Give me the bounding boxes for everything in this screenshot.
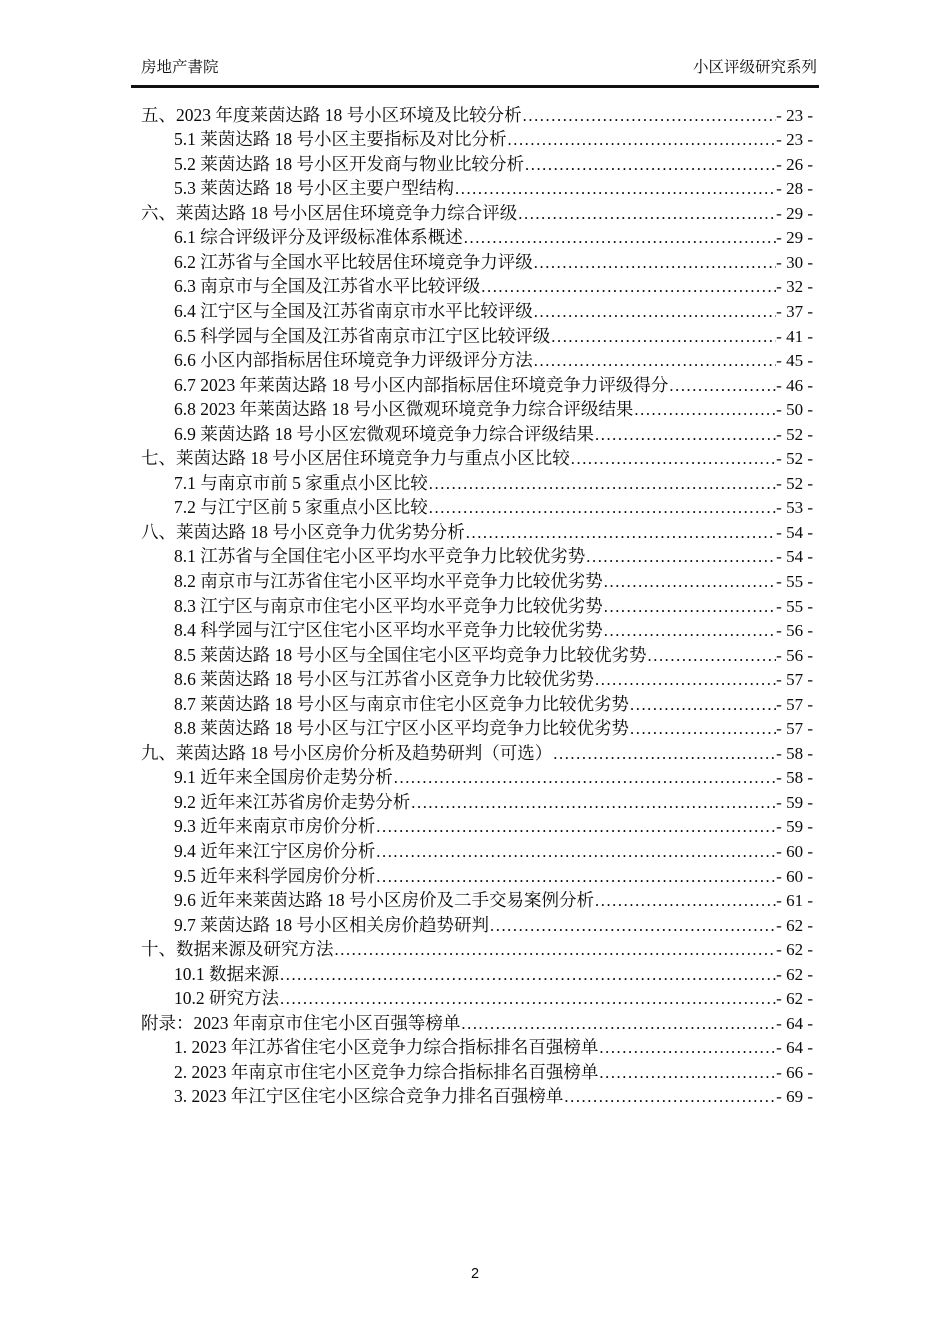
toc-entry-label: 六、莱茵达路 18 号小区居住环境竞争力综合评级 bbox=[141, 202, 518, 223]
toc-leader-dots bbox=[571, 449, 776, 469]
toc-leader-dots bbox=[481, 277, 776, 297]
toc-leader-dots bbox=[630, 695, 776, 715]
toc-entry[interactable] bbox=[141, 593, 813, 618]
toc-leader-dots bbox=[461, 1014, 776, 1034]
toc-page-number: - 55 - bbox=[776, 571, 813, 591]
toc-page-number: - 58 - bbox=[776, 768, 813, 788]
toc-entry[interactable] bbox=[141, 961, 813, 986]
toc-page-number: - 29 - bbox=[776, 228, 813, 248]
toc-entry[interactable] bbox=[141, 494, 813, 519]
toc-page-number: - 46 - bbox=[776, 375, 813, 395]
toc-entry[interactable] bbox=[141, 1010, 813, 1035]
toc-entry[interactable] bbox=[141, 347, 813, 372]
toc-page-number: - 56 - bbox=[776, 621, 813, 641]
toc-page-number: - 37 - bbox=[776, 301, 813, 321]
header-right-text: 小区评级研究系列 bbox=[692, 59, 817, 76]
toc-leader-dots bbox=[551, 327, 776, 347]
toc-leader-dots bbox=[523, 106, 777, 126]
toc-entry[interactable] bbox=[141, 102, 813, 127]
toc-entry[interactable] bbox=[141, 691, 813, 716]
toc-page-number: - 54 - bbox=[776, 522, 813, 542]
toc-page-number: - 60 - bbox=[776, 842, 813, 861]
toc-entry[interactable] bbox=[141, 421, 813, 446]
toc-entry[interactable] bbox=[141, 666, 813, 691]
toc-entry-label: 2. 2023 年南京市住宅小区竞争力综合指标排名百强榜单 bbox=[174, 1061, 599, 1082]
toc-page-number: - 23 - bbox=[776, 130, 813, 150]
footer-page-number: 2 bbox=[470, 1266, 480, 1282]
toc-entry[interactable] bbox=[141, 789, 813, 814]
toc-entry-label: 1. 2023 年江苏省住宅小区竞争力综合指标排名百强榜单 bbox=[174, 1037, 599, 1058]
toc-entry-label: 七、莱茵达路 18 号小区居住环境竞争力与重点小区比较 bbox=[141, 448, 570, 469]
toc-entry-label: 9.3 近年来南京市房价分析 bbox=[174, 816, 376, 837]
toc-leader-dots bbox=[466, 523, 776, 543]
toc-entry[interactable] bbox=[141, 764, 813, 789]
toc-page-number: - 50 - bbox=[776, 400, 813, 420]
toc-entry-label: 附录：2023 年南京市住宅小区百强等榜单 bbox=[141, 1012, 461, 1033]
toc-entry-label: 9.1 近年来全国房价走势分析 bbox=[174, 767, 393, 788]
toc-entry[interactable] bbox=[141, 519, 813, 544]
page-content bbox=[131, 0, 819, 1344]
toc-page-number: - 30 - bbox=[776, 252, 813, 272]
toc-entry-label: 6.3 南京市与全国及江苏省水平比较评级 bbox=[174, 276, 481, 297]
toc-entry[interactable] bbox=[141, 224, 813, 249]
toc-entry[interactable] bbox=[141, 863, 813, 888]
toc-entry[interactable] bbox=[141, 175, 813, 200]
toc-entry-label: 6.6 小区内部指标居住环境竞争力评级评分方法 bbox=[174, 350, 533, 371]
toc-entry[interactable] bbox=[141, 323, 813, 348]
toc-entry[interactable] bbox=[141, 151, 813, 176]
toc-leader-dots bbox=[490, 916, 776, 936]
toc-entry-label: 7.1 与南京市前 5 家重点小区比较 bbox=[174, 472, 428, 493]
toc-entry-label: 9.5 近年来科学园房价分析 bbox=[174, 865, 376, 886]
toc-page-number: - 62 - bbox=[776, 915, 813, 935]
toc-leader-dots bbox=[599, 1038, 776, 1058]
toc-entry-label: 9.4 近年来江宁区房价分析 bbox=[174, 841, 376, 861]
toc-entry-label: 10.1 数据来源 bbox=[174, 963, 279, 984]
toc-leader-dots bbox=[429, 474, 776, 494]
toc-entry-label: 9.2 近年来江苏省房价走势分析 bbox=[174, 791, 411, 812]
toc-list bbox=[131, 102, 819, 1108]
toc-entry-label: 八、莱茵达路 18 号小区竞争力优劣势分析 bbox=[141, 521, 465, 542]
toc-page-number: - 54 - bbox=[776, 547, 813, 567]
header-divider bbox=[131, 85, 819, 88]
toc-leader-dots bbox=[595, 891, 776, 911]
toc-entry-label: 5.1 莱茵达路 18 号小区主要指标及对比分析 bbox=[174, 129, 507, 150]
toc-entry-label: 9.6 近年来莱茵达路 18 号小区房价及二手交易案例分析 bbox=[174, 890, 594, 911]
toc-entry-label: 8.4 科学园与江宁区住宅小区平均水平竞争力比较优劣势 bbox=[174, 620, 603, 641]
toc-leader-dots bbox=[630, 719, 776, 739]
toc-entry-label: 6.8 2023 年莱茵达路 18 号小区微观环境竞争力综合评级结果 bbox=[174, 399, 634, 420]
toc-entry[interactable] bbox=[141, 470, 813, 495]
toc-leader-dots bbox=[518, 204, 776, 224]
toc-page-number: - 59 - bbox=[776, 817, 813, 837]
toc-page-number: - 64 - bbox=[776, 1038, 813, 1058]
toc-page-number: - 69 - bbox=[776, 1087, 813, 1107]
toc-page-number: - 66 - bbox=[776, 1062, 813, 1082]
toc-entry[interactable] bbox=[141, 396, 813, 421]
toc-entry-label: 8.5 莱茵达路 18 号小区与全国住宅小区平均竞争力比较优劣势 bbox=[174, 644, 647, 665]
toc-page-number: - 41 - bbox=[776, 326, 813, 346]
toc-entry-label: 7.2 与江宁区前 5 家重点小区比较 bbox=[174, 497, 428, 518]
toc-entry-label: 8.1 江苏省与全国住宅小区平均水平竞争力比较优劣势 bbox=[174, 546, 586, 567]
toc-leader-dots bbox=[335, 940, 777, 960]
toc-entry-label: 九、莱茵达路 18 号小区房价分析及趋势研判（可选） bbox=[141, 742, 553, 763]
page-footer bbox=[0, 1266, 950, 1282]
toc-page-number: - 53 - bbox=[776, 498, 813, 518]
toc-leader-dots bbox=[376, 867, 776, 887]
toc-entry[interactable] bbox=[141, 298, 813, 323]
toc-entry-label: 十、数据来源及研究方法 bbox=[141, 939, 334, 960]
toc-entry[interactable] bbox=[141, 813, 813, 838]
toc-leader-dots bbox=[534, 351, 776, 371]
toc-entry[interactable] bbox=[141, 936, 813, 961]
toc-entry[interactable] bbox=[141, 126, 813, 151]
toc-leader-dots bbox=[564, 1087, 776, 1107]
toc-page-number: - 62 - bbox=[776, 940, 813, 960]
toc-entry-label: 5.2 莱茵达路 18 号小区开发商与物业比较分析 bbox=[174, 153, 524, 174]
toc-leader-dots bbox=[669, 376, 776, 396]
toc-entry-label: 8.6 莱茵达路 18 号小区与江苏省小区竞争力比较优劣势 bbox=[174, 669, 594, 690]
toc-leader-dots bbox=[534, 253, 776, 273]
toc-entry[interactable] bbox=[141, 617, 813, 642]
toc-leader-dots bbox=[534, 302, 776, 322]
toc-entry[interactable] bbox=[141, 912, 813, 937]
toc-page-number: - 57 - bbox=[776, 694, 813, 714]
toc-leader-dots bbox=[553, 744, 776, 764]
toc-page-number: - 56 - bbox=[776, 645, 813, 665]
toc-entry[interactable] bbox=[141, 445, 813, 470]
toc-page-number: - 61 - bbox=[776, 891, 813, 911]
toc-page-number: - 60 - bbox=[776, 866, 813, 886]
toc-leader-dots bbox=[508, 130, 777, 150]
toc-entry-label: 8.2 南京市与江苏省住宅小区平均水平竞争力比较优劣势 bbox=[174, 570, 603, 591]
toc-leader-dots bbox=[429, 498, 776, 518]
toc-leader-dots bbox=[464, 228, 776, 248]
toc-leader-dots bbox=[394, 768, 776, 788]
toc-page-number: - 28 - bbox=[776, 179, 813, 199]
toc-entry[interactable] bbox=[141, 1059, 813, 1084]
toc-entry-label: 10.2 研究方法 bbox=[174, 988, 279, 1009]
toc-page-number: - 29 - bbox=[776, 203, 813, 223]
toc-entry-label: 6.4 江宁区与全国及江苏省南京市水平比较评级 bbox=[174, 300, 533, 321]
toc-leader-dots bbox=[595, 670, 776, 690]
toc-page-number: - 23 - bbox=[776, 105, 813, 125]
toc-page-number: - 57 - bbox=[776, 670, 813, 690]
toc-entry-label: 8.8 莱茵达路 18 号小区与江宁区小区平均竞争力比较优劣势 bbox=[174, 718, 629, 739]
toc-leader-dots bbox=[604, 572, 776, 592]
toc-page-number: - 45 - bbox=[776, 351, 813, 371]
toc-leader-dots bbox=[376, 817, 776, 837]
toc-entry-label: 6.9 莱茵达路 18 号小区宏微观环境竞争力综合评级结果 bbox=[174, 423, 594, 444]
toc-leader-dots bbox=[648, 646, 777, 666]
toc-entry-label: 6.1 综合评级评分及评级标准体系概述 bbox=[174, 227, 463, 248]
toc-leader-dots bbox=[525, 155, 776, 175]
toc-leader-dots bbox=[376, 842, 776, 862]
toc-entry[interactable] bbox=[141, 200, 813, 225]
toc-leader-dots bbox=[411, 793, 776, 813]
toc-page-number: - 59 - bbox=[776, 792, 813, 812]
toc-entry[interactable] bbox=[141, 715, 813, 740]
toc-entry-label: 3. 2023 年江宁区住宅小区综合竞争力排名百强榜单 bbox=[174, 1086, 564, 1107]
toc-leader-dots bbox=[280, 965, 776, 985]
toc-page-number: - 52 - bbox=[776, 449, 813, 469]
toc-leader-dots bbox=[455, 179, 776, 199]
toc-entry[interactable] bbox=[141, 273, 813, 298]
toc-entry[interactable] bbox=[141, 740, 813, 765]
header-left-text: 房地产書院 bbox=[141, 59, 219, 76]
toc-page-number: - 62 - bbox=[776, 964, 813, 984]
toc-entry-label: 6.2 江苏省与全国水平比较居住环境竞争力评级 bbox=[174, 251, 533, 272]
toc-entry-label: 9.7 莱茵达路 18 号小区相关房价趋势研判 bbox=[174, 914, 489, 935]
running-header bbox=[131, 0, 819, 88]
toc-page-number: - 64 - bbox=[776, 1013, 813, 1033]
toc-entry-label: 5.3 莱茵达路 18 号小区主要户型结构 bbox=[174, 178, 454, 199]
toc-page-number: - 32 - bbox=[776, 277, 813, 297]
toc-page-number: - 52 - bbox=[776, 473, 813, 493]
toc-leader-dots bbox=[595, 425, 776, 445]
toc-leader-dots bbox=[604, 621, 776, 641]
toc-entry[interactable] bbox=[141, 372, 813, 397]
toc-page-number: - 55 - bbox=[776, 596, 813, 616]
toc-entry[interactable] bbox=[141, 249, 813, 274]
toc-entry[interactable] bbox=[141, 887, 813, 912]
toc-entry[interactable] bbox=[141, 642, 813, 667]
toc-entry[interactable] bbox=[141, 568, 813, 593]
toc-entry-label: 8.3 江宁区与南京市住宅小区平均水平竞争力比较优劣势 bbox=[174, 595, 603, 616]
toc-page-number: - 26 - bbox=[776, 154, 813, 174]
toc-entry[interactable] bbox=[141, 543, 813, 568]
toc-leader-dots bbox=[634, 400, 776, 420]
toc-page-number: - 62 - bbox=[776, 989, 813, 1009]
toc-entry[interactable] bbox=[141, 838, 813, 863]
toc-page-number: - 52 - bbox=[776, 424, 813, 444]
toc-page-number: - 58 - bbox=[776, 743, 813, 763]
toc-entry-label: 8.7 莱茵达路 18 号小区与南京市住宅小区竞争力比较优劣势 bbox=[174, 693, 629, 714]
toc-leader-dots bbox=[604, 597, 776, 617]
toc-leader-dots bbox=[599, 1063, 776, 1083]
toc-leader-dots bbox=[280, 989, 776, 1009]
toc-entry-label: 6.5 科学园与全国及江苏省南京市江宁区比较评级 bbox=[174, 325, 551, 346]
toc-entry-label: 6.7 2023 年莱茵达路 18 号小区内部指标居住环境竞争力评级得分 bbox=[174, 374, 669, 395]
toc-entry[interactable] bbox=[141, 1083, 813, 1108]
toc-entry[interactable] bbox=[141, 1034, 813, 1059]
toc-leader-dots bbox=[586, 547, 776, 567]
toc-entry-label: 五、2023 年度莱茵达路 18 号小区环境及比较分析 bbox=[141, 104, 522, 125]
toc-page-number: - 57 - bbox=[776, 719, 813, 739]
toc-entry[interactable] bbox=[141, 985, 813, 1010]
